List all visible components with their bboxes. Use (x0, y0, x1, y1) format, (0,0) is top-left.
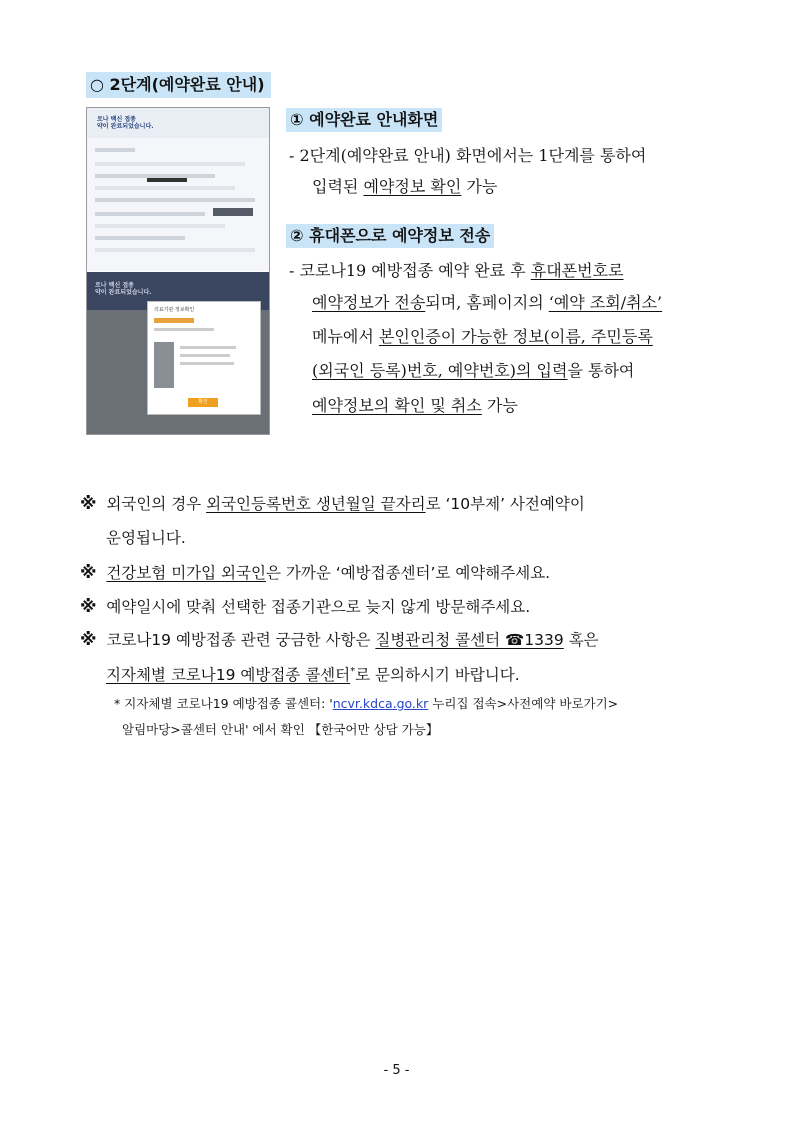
item2-line2: 예약정보가 전송되며, 홈페이지의 ‘예약 조회/취소’ (312, 293, 663, 312)
completion-screen-preview (87, 108, 269, 271)
note-1: ※ 외국인의 경우 외국인등록번호 생년월일 끝자리로 ‘10부제’ 사전예약이 (80, 494, 585, 514)
reservation-screenshot-image (86, 107, 270, 435)
item1-line2: 입력된 예약정보 확인 가능 (312, 177, 498, 196)
item2-line1: - 코로나19 예방접종 예약 완료 후 휴대폰번호로 (289, 261, 624, 280)
item2-line3: 메뉴에서 본인인증이 가능한 정보(이름, 주민등록 (312, 327, 653, 346)
callcenter-link[interactable]: ncvr.kdca.go.kr (332, 696, 429, 711)
preview-heading-dark: 로나 백신 접종 약이 완료되었습니다. (95, 282, 152, 296)
item2-line5: 예약정보의 확인 및 취소 가능 (312, 396, 518, 415)
item2-line4: (외국인 등록)번호, 예약번호)의 입력을 통하여 (312, 361, 635, 380)
page-number: - 5 - (383, 1063, 410, 1078)
note-1-line2: 운영됩니다. (106, 529, 186, 547)
note-2: ※ 건강보험 미가입 외국인은 가까운 ‘예방접종센터’로 예약해주세요. (80, 563, 551, 583)
section-title: ○ 2단계(예약완료 안내) (86, 72, 271, 98)
note-3: ※ 예약일시에 맞춰 선택한 접종기관으로 늦지 않게 방문해주세요. (80, 597, 531, 617)
item1-title: ① 예약완료 안내화면 (286, 108, 442, 132)
note-4-line2: 지자체별 코로나19 예방접종 콜센터*로 문의하시기 바랍니다. (106, 666, 520, 685)
footnote-line1: * 지자체별 코로나19 예방접종 콜센터: 'ncvr.kdca.go.kr 누리집 접속>사전예약 바로가기> (114, 696, 619, 711)
modal-preview: 의료기관 정보확인 확인 (147, 301, 261, 415)
preview-heading: 로나 백신 접종 약이 완료되었습니다. (97, 116, 154, 130)
note-4: ※ 코로나19 예방접종 관련 궁금한 사항은 질병관리청 콜센터 ☎1339 혹은 (80, 630, 599, 650)
item1-line1: - 2단계(예약완료 안내) 화면에서는 1단계를 통하여 (289, 146, 647, 165)
item2-title: ② 휴대폰으로 예약정보 전송 (286, 224, 494, 248)
footnote-line2: 알림마당>콜센터 안내' 에서 확인 【한국어만 상담 가능】 (122, 722, 439, 737)
